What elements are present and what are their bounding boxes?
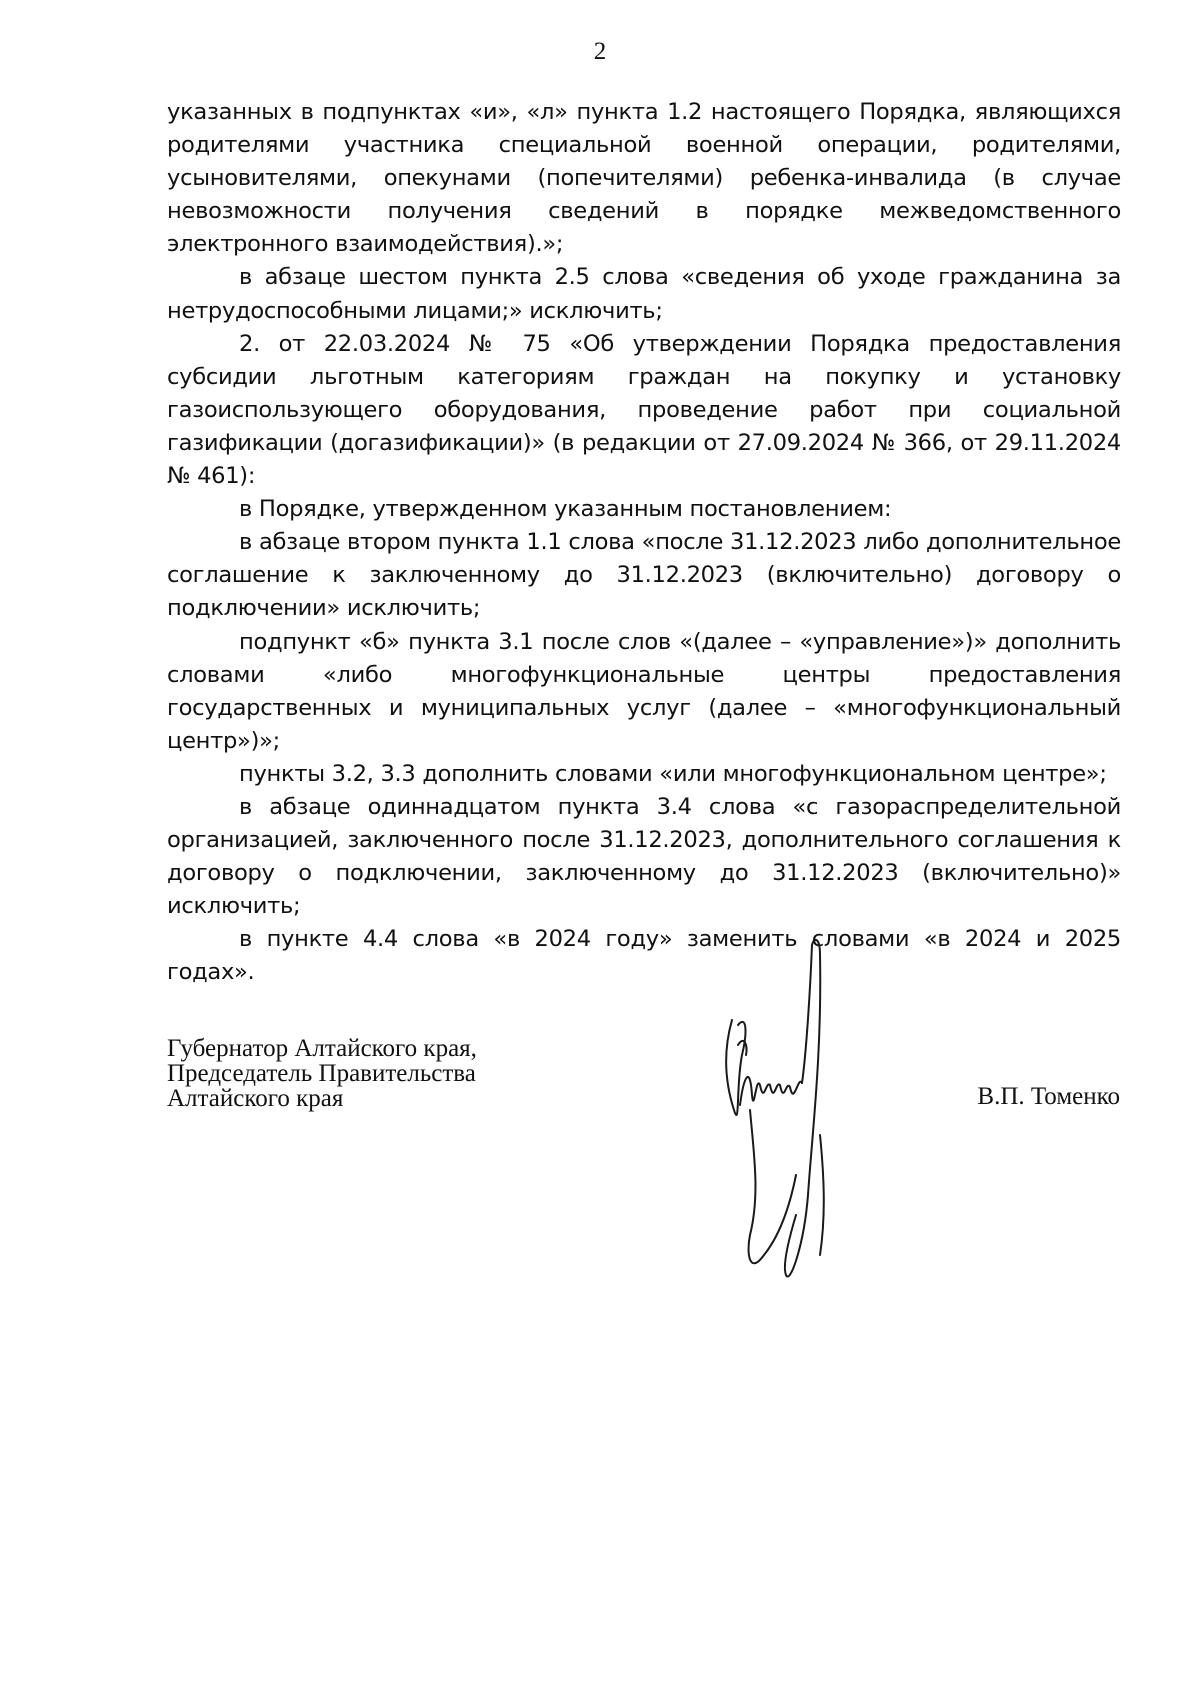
paragraph: в Порядке, утвержденном указанным постановлением: [239,496,892,523]
paragraph: в абзаце шестом пункта 2.5 слова «сведения об уходе гражданина за нетрудоспособными лицами;» исключить; [167,264,1121,324]
paragraph: в абзаце одиннадцатом пункта 3.4 слова «с газораспределительной организацией, заключенного после 31.12.2023, дополнительного соглашения к договору о подключении, заключенному до 31.12.2023 (включительно)» исключить; [167,793,1121,920]
paragraph: 2. от 22.03.2024 № 75 «Об утверждении Порядка предоставления субсидии льготным категориям граждан на покупку и установку газоиспользующего оборудования, проведение работ при социальной газификации (догазификации)» (в редакции от 27.09.2024 № 366, от 29.11.2024 № 461): [167,330,1121,490]
paragraph: в абзаце втором пункта 1.1 слова «после 31.12.2023 либо дополнительное соглашение к заключенному до 31.12.2023 (включительно) договору о подключении» исключить; [167,529,1121,622]
signatory-title-line: Председатель Правительства [167,1060,476,1087]
signatory-name: В.П. Томенко [977,1083,1120,1110]
paragraph: в пункте 4.4 слова «в 2024 году» заменить словами «в 2024 и 2025 годах». [167,926,1121,986]
paragraph: пункты 3.2, 3.3 дополнить словами «или многофункциональном центре»; [239,760,1107,787]
signatory-title-line: Алтайского края [167,1085,344,1112]
document-body [167,96,1121,990]
handwritten-signature [720,935,870,1315]
signatory-title-line: Губернатор Алтайского края, [167,1035,477,1062]
paragraph: указанных в подпунктах «и», «л» пункта 1.2 настоящего Порядка, являющихся родителями участника специальной военной операции, родителями, усыновителями, опекунами (попечителями) ребенка-инвалида (в случае невозможности получения сведений в порядке межведомственного электронного взаимодействия).»; [167,99,1121,258]
signatory-title [167,1036,477,1111]
paragraph: подпункт «б» пункта 3.1 после слов «(далее – «управление»)» дополнить словами «либо многофункциональные центры предоставления государственных и муниципальных услуг (далее – «многофункциональный центр»)»; [167,628,1121,754]
page-number: 2 [593,38,607,65]
